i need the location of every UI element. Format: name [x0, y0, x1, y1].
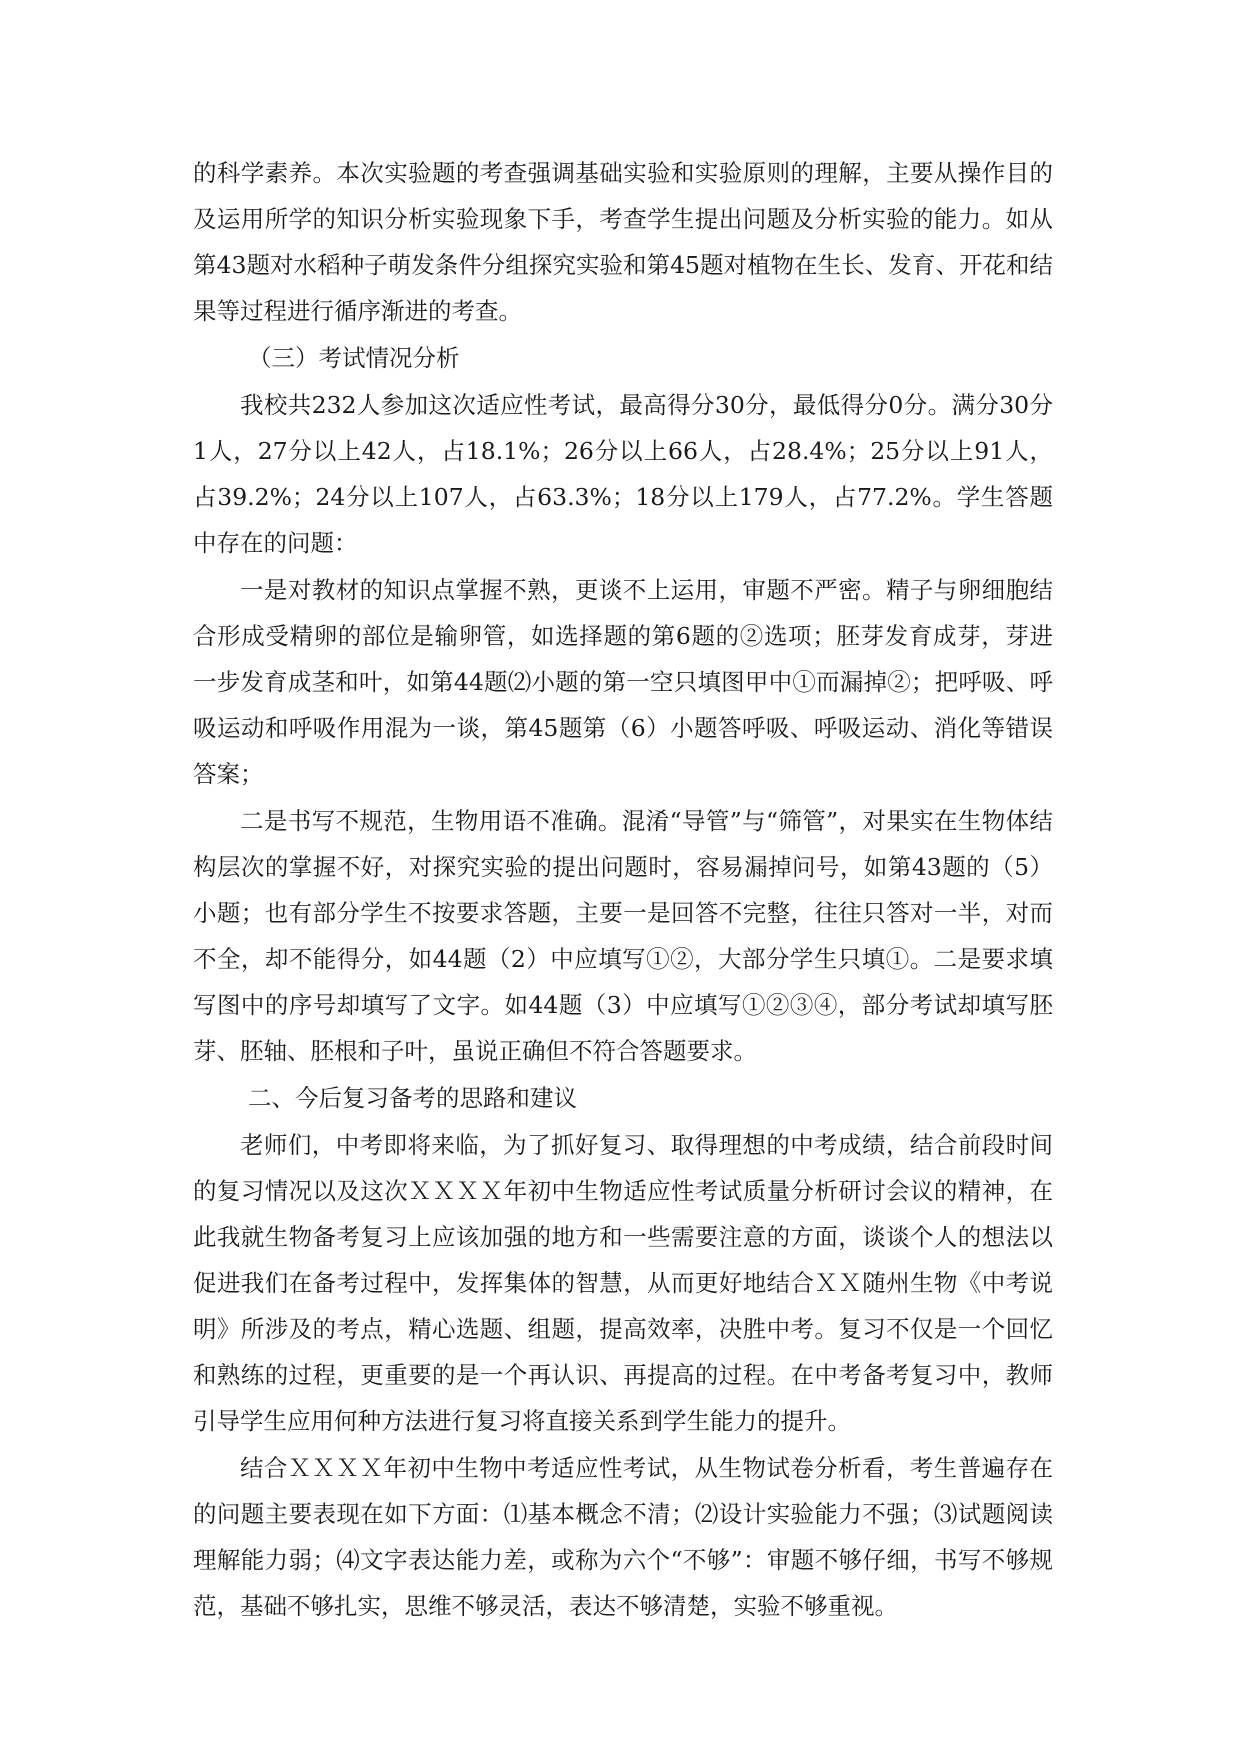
- section-heading-exam-analysis: （三）考试情况分析: [248, 344, 460, 372]
- section-heading-review-advice: 二、今后复习备考的思路和建议: [248, 1084, 577, 1112]
- paragraph-score-statistics: 我校共232人参加这次适应性考试，最高得分30分，最低得分0分。满分30分1人，27分以上42人，占18.1%；26分以上66人，占28.4%；25分以上91人，占39.2%；24分以上107人，占63.3%；18分以上179人，占77.2%。学生答题中存在的问题：: [193, 391, 1053, 557]
- paragraph-science-literacy: 的科学素养。本次实验题的考查强调基础实验和实验原则的理解，主要从操作目的及运用所学的知识分析实验现象下手，考查学生提出问题及分析实验的能力。如从第43题对水稻种子萌发条件分组探究实验和第45题对植物在生长、发育、开花和结果等过程进行循序渐进的考查。: [193, 159, 1053, 325]
- document-body: [193, 150, 1053, 1630]
- paragraph-teachers-address: 老师们，中考即将来临，为了抓好复习、取得理想的中考成绩，结合前段时间的复习情况以及这次ＸＸＸＸ年初中生物适应性考试质量分析研讨会议的精神，在此我就生物备考复习上应该加强的地方和一些需要注意的方面，谈谈个人的想法以促进我们在备考过程中，发挥集体的智慧，从而更好地结合ＸＸ随州生物《中考说明》所涉及的考点，精心选题、组题，提高效率，决胜中考。复习不仅是一个回忆和熟练的过程，更重要的是一个再认识、再提高的过程。在中考备考复习中，教师引导学生应用何种方法进行复习将直接关系到学生能力的提升。: [193, 1131, 1053, 1435]
- paragraph-common-problems: 结合ＸＸＸＸ年初中生物中考适应性考试，从生物试卷分析看，考生普遍存在的问题主要表现在如下方面：⑴基本概念不清；⑵设计实验能力不强；⑶试题阅读理解能力弱；⑷文字表达能力差，或称为六个“不够”：审题不够仔细，书写不够规范，基础不够扎实，思维不够灵活，表达不够清楚，实验不够重视。: [193, 1454, 1053, 1620]
- paragraph-problem-one: 一是对教材的知识点掌握不熟，更谈不上运用，审题不严密。精子与卵细胞结合形成受精卵的部位是输卵管，如选择题的第6题的②选项；胚芽发育成芽，芽进一步发育成茎和叶，如第44题⑵小题的第一空只填图甲中①而漏掉②；把呼吸、呼吸运动和呼吸作用混为一谈，第45题第（6）小题答呼吸、呼吸运动、消化等错误答案；: [193, 576, 1053, 788]
- paragraph-problem-two: 二是书写不规范，生物用语不准确。混淆“导管”与“筛管”，对果实在生物体结构层次的掌握不好，对探究实验的提出问题时，容易漏掉问号，如第43题的（5）小题；也有部分学生不按要求答题，主要一是回答不完整，往往只答对一半，对而不全，却不能得分，如44题（2）中应填写①②，大部分学生只填①。二是要求填写图中的序号却填写了文字。如44题（3）中应填写①②③④，部分考试却填写胚芽、胚轴、胚根和子叶，虽说正确但不符合答题要求。: [193, 807, 1053, 1065]
